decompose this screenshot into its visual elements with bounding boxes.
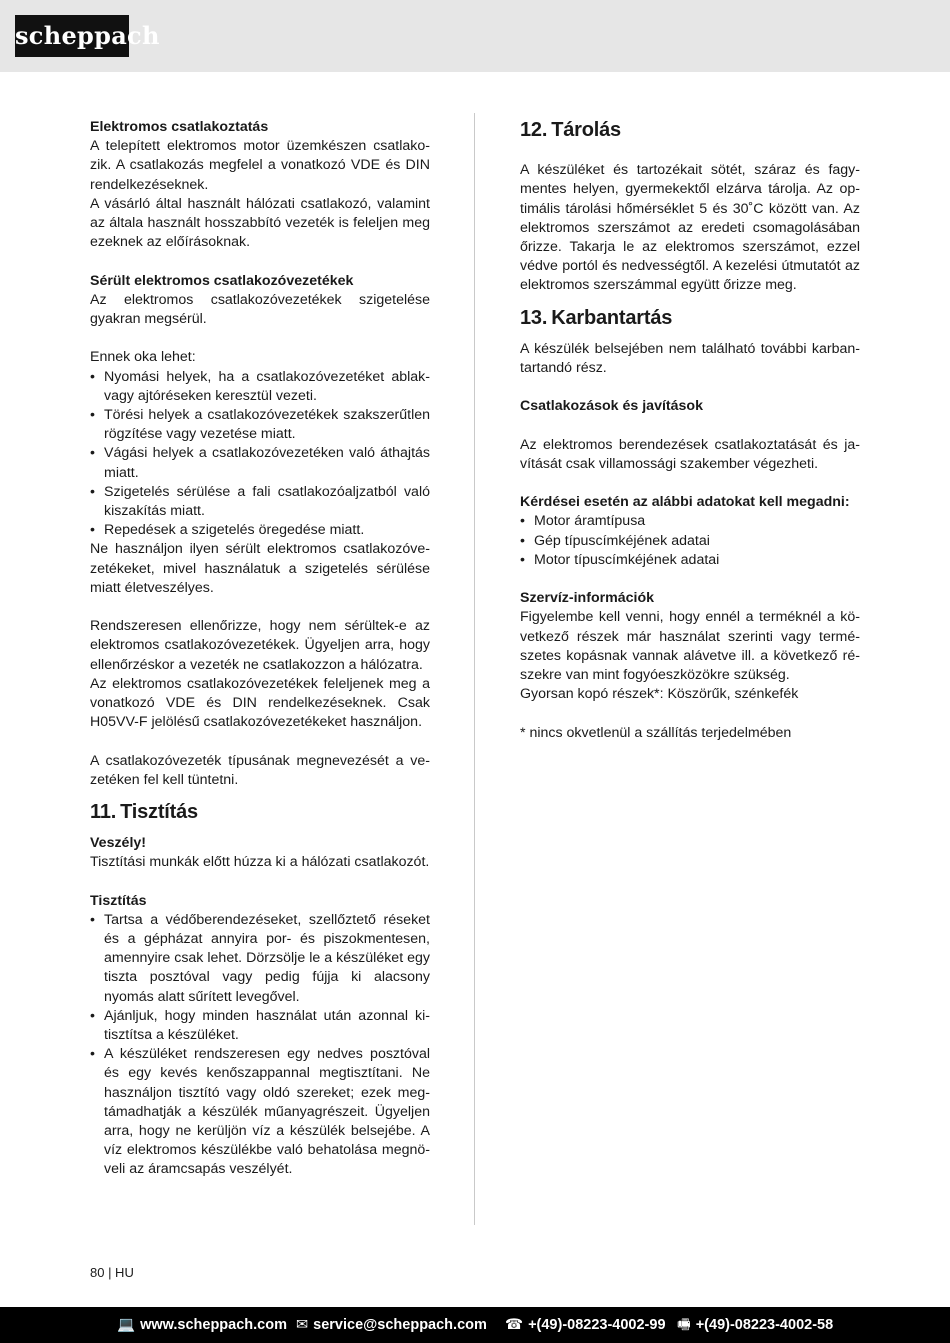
subheading-connections-repairs: Csatlakozások és javítások: [520, 398, 703, 415]
fax-icon: 🖷: [677, 1317, 691, 1333]
phone-icon: ☎: [505, 1317, 524, 1333]
section-heading-maintenance: 13. Karbantartás: [520, 306, 673, 329]
contact-bar: [0, 1307, 950, 1343]
list-item: • Motor áramtípusa: [520, 513, 646, 530]
footnote: * nincs okvetlenül a szállítás terjedelmében: [520, 724, 792, 741]
fax-number: 🖷 +(49)-08223-4002-58: [677, 1307, 833, 1343]
paragraph: A csatlakozóvezeték típusának megnevezését a vezetéken fel kell tüntetni.: [90, 752, 430, 788]
paragraph: Ennek oka lehet:: [90, 349, 196, 366]
cleaning-list: [90, 911, 430, 1180]
envelope-icon: ✉: [296, 1317, 309, 1333]
damage-causes-list: [90, 368, 430, 541]
paragraph: Az elektromos csatlakozóvezetékek feleljenek meg a vonatkozó VDE és DIN rendelkezéseknek. Csak H05VV-F jelölésű csatlakozóvezetékeket használjon.: [90, 675, 430, 731]
column-divider: [474, 113, 475, 1225]
subheading-service-info: Szervíz-információk: [520, 590, 655, 607]
paragraph: Az elektromos csatlakozóvezetékek szigetelése gyakran megsérül.: [90, 291, 430, 328]
paragraph: A vásárló által használt hálózati csatlakozó, valamint az általa használt hosszabbító vezeték is feleljen meg ezeknek az előírásoknak.: [90, 195, 430, 251]
wear-parts-line: Gyorsan kopó részek*: Köszörűk, szénkefék: [520, 686, 799, 703]
list-item: • Vágási helyek a csatlakozóvezetéken való áthajtás miatt.: [90, 445, 430, 481]
subheading-electrical-connection: Elektromos csatlakoztatás: [90, 119, 269, 135]
paragraph: Rendszeresen ellenőrizze, hogy nem sérültek-e az elektromos csatlakozóvezetékek. Ügyeljen arra, hogy ellenőrzéskor a vezeték ne csatlakozzon a hálózatra.: [90, 618, 430, 673]
paragraph: Tisztítási munkák előtt húzza ki a hálózati csatlakozót.: [90, 854, 430, 871]
list-item: • Motor típuscímkéjének adatai: [520, 551, 720, 568]
page-number: 80 | HU: [90, 1265, 134, 1280]
computer-icon: 💻: [117, 1317, 136, 1333]
subheading-cleaning: Tisztítás: [90, 892, 147, 909]
page-header: [0, 0, 950, 72]
right-column: [520, 118, 860, 743]
scheppach-logo: scheppach: [15, 15, 129, 57]
subheading-damaged-cables: Sérült elektromos csatlakozóvezetékek: [90, 272, 354, 289]
paragraph: Az elektromos berendezések csatlakoztatását és javítását csak villamossági szakember végezheti.: [520, 436, 860, 472]
paragraph: Figyelembe kell venni, hogy ennél a terméknél a következő részek már használat szerinti vagy természetes kopásnak vannak alávetve ill. a következő részekre van mint fogyóeszközökre szükség.: [520, 609, 860, 683]
website-link[interactable]: 💻 www.scheppach.com: [117, 1307, 287, 1343]
questions-list: [520, 512, 860, 570]
list-item: • Szigetelés sérülése a fali csatlakozóaljzatból való kiszakítás miatt.: [90, 483, 430, 520]
left-column: [90, 118, 430, 1180]
section-heading-cleaning: 11. Tisztítás: [90, 801, 198, 824]
phone-number: ☎ +(49)-08223-4002-99: [505, 1307, 666, 1343]
list-item: • Gép típuscímkéjének adatai: [520, 532, 710, 549]
list-item: • Ajánljuk, hogy minden használat után azonnal kitisztítsa a készüléket.: [90, 1007, 430, 1044]
email-link[interactable]: ✉ service@scheppach.com: [296, 1307, 487, 1343]
list-item: • Repedések a szigetelés öregedése miatt.: [90, 522, 365, 539]
paragraph: Ne használjon ilyen sérült elektromos csatlakozóvezetékeket, mivel használatuk a szigetelés sérülése miatt életveszélyes.: [90, 541, 430, 596]
list-item: • A készüléket rendszeresen egy nedves posztóval és egy kevés kenőszappannal megtisztítani. Ne használjon tisztító vagy oldó szereket; ezek megtámadhatják a készülék műanyagrészeit. Ügyeljen arra, hogy ne kerüljön víz a készülék belsejébe. A víz elektromos készülékbe való behatolása megnöveli az áramcsapás veszélyét.: [90, 1046, 430, 1178]
list-item: • Tartsa a védőberendezéseket, szellőztető réseket és a gépházat annyira por- és piszokmentesen, amennyire csak lehet. Dörzsölje le a készüléket egy tiszta posztóval vagy pedig fújja ki alacsony nyomás alatt sűrített levegővel.: [90, 911, 430, 1005]
subheading-questions: Kérdései esetén az alábbi adatokat kell megadni:: [520, 494, 850, 511]
list-item: • Nyomási helyek, ha a csatlakozóvezetéket ablakvagy ajtóréseken keresztül vezeti.: [90, 368, 430, 404]
section-heading-storage: 12. Tárolás: [520, 119, 621, 141]
list-item: • Törési helyek a csatlakozóvezetékek szakszerűtlen rögzítése vagy vezetése miatt.: [90, 407, 430, 443]
paragraph: A készülék belsejében nem található további karbantartandó rész.: [520, 340, 860, 376]
paragraph: A telepített elektromos motor üzemkészen csatlakozik. A csatlakozás megfelel a vonatkozó VDE és DIN rendelkezéseknek.: [90, 138, 430, 193]
paragraph: A készüléket és tartozékait sötét, száraz és fagymentes helyen, gyermekektől elzárva tárolja. Az optimális tárolási hőmérséklet 5 és 30˚C között van. Az elektromos szerszámot az eredeti csomagolásában őrizze. Takarja le az elektromos szerszámot, ezzel védve portól és nedvességtől. A kezelési útmutatót az elektromos szerszámmal együtt őrizze meg.: [520, 162, 860, 294]
subheading-danger: Veszély!: [90, 835, 147, 852]
